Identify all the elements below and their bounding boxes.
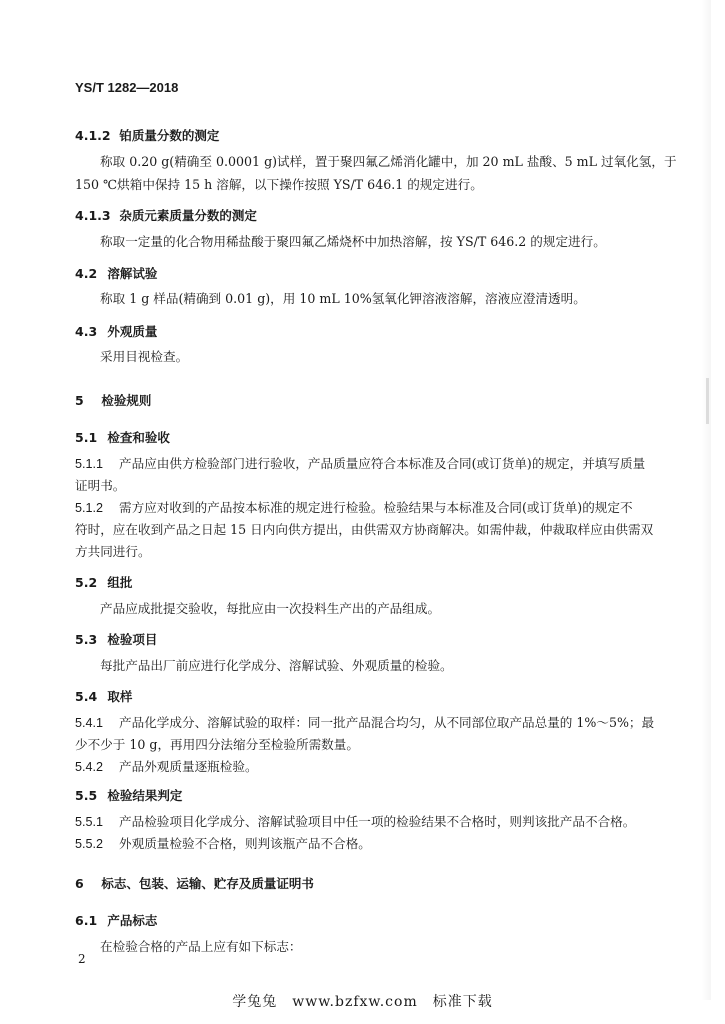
clause-5-1-2	[75, 497, 633, 519]
clause-number: 5.1.1	[75, 457, 104, 471]
heading-title: 铂质量分数的测定	[119, 128, 220, 143]
paragraph-line: 150 ℃烘箱中保持 15 h 溶解，以下操作按照 YS/T 646.1 的规定进行。	[75, 177, 483, 192]
clause-text: 产品化学成分、溶解试验的取样：同一批产品混合均匀，从不同部位取产品总量的 1%～5%；最	[119, 715, 655, 730]
heading-5-3	[75, 630, 157, 648]
clause-number: 5.4.2	[75, 760, 104, 774]
clause-number: 5.4.1	[75, 716, 104, 730]
heading-number: 5.5	[75, 788, 98, 803]
heading-title: 取样	[107, 689, 133, 704]
clause-number: 5.5.2	[75, 837, 104, 851]
heading-number: 6	[75, 876, 84, 891]
heading-6-1	[75, 911, 157, 929]
paragraph-line: 称取 1 g 样品(精确到 0.01 g)，用 10 mL 10%氢氧化钾溶液溶解，溶液应澄清透明。	[100, 291, 586, 306]
heading-5-5	[75, 786, 182, 804]
heading-title: 外观质量	[107, 324, 158, 339]
clause-number: 5.5.1	[75, 815, 104, 829]
paragraph-line: 产品应成批提交验收，每批应由一次投料生产出的产品组成。	[100, 601, 441, 616]
heading-title: 标志、包装、运输、贮存及质量证明书	[101, 876, 314, 891]
page-edge-shadow	[701, 0, 711, 1000]
heading-5	[75, 391, 151, 409]
heading-title: 溶解试验	[107, 266, 158, 281]
heading-title: 检验规则	[101, 393, 152, 408]
heading-title: 杂质元素质量分数的测定	[119, 208, 257, 223]
paragraph-line: 证明书。	[75, 478, 126, 493]
clause-5-1-1	[75, 453, 645, 475]
heading-number: 4.1.2	[75, 128, 111, 143]
heading-title: 组批	[107, 575, 133, 590]
heading-number: 5	[75, 393, 84, 408]
heading-5-4	[75, 687, 132, 705]
heading-number: 5.3	[75, 632, 98, 647]
paragraph-line: 每批产品出厂前应进行化学成分、溶解试验、外观质量的检验。	[100, 658, 453, 673]
page-number: 2	[78, 952, 86, 966]
heading-6	[75, 874, 314, 892]
heading-number: 5.1	[75, 430, 98, 445]
paragraph-line: 称取一定量的化合物用稀盐酸于聚四氟乙烯烧杯中加热溶解，按 YS/T 646.2 的规定进行。	[100, 234, 606, 249]
clause-text: 外观质量检验不合格，则判该瓶产品不合格。	[119, 836, 371, 851]
heading-number: 4.3	[75, 324, 98, 339]
paragraph-line: 在检验合格的产品上应有如下标志：	[100, 939, 302, 954]
paragraph-line: 少不少于 10 g，再用四分法缩分至检验所需数量。	[75, 737, 359, 752]
clause-5-4-1	[75, 712, 654, 734]
heading-4-2	[75, 264, 157, 282]
heading-4-3	[75, 322, 157, 340]
paragraph-line: 符时，应在收到产品之日起 15 日内向供方提出，由供需双方协商解决。如需仲裁，仲裁取样应由供需双	[75, 522, 654, 537]
heading-4-1-2	[75, 126, 219, 144]
heading-5-1	[75, 428, 170, 446]
heading-number: 5.4	[75, 689, 98, 704]
page-edge-mark	[706, 378, 709, 424]
heading-title: 检验项目	[107, 632, 158, 647]
clause-number: 5.1.2	[75, 501, 104, 515]
heading-title: 检验结果判定	[107, 788, 183, 803]
paragraph-line: 方共同进行。	[75, 544, 151, 559]
heading-4-1-3	[75, 206, 257, 224]
clause-5-4-2	[75, 756, 258, 778]
clause-5-5-1	[75, 811, 635, 833]
heading-title: 产品标志	[107, 913, 158, 928]
document-code: YS/T 1282—2018	[75, 80, 179, 95]
paragraph-line: 称取 0.20 g(精确至 0.0001 g)试样，置于聚四氟乙烯消化罐中，加 20 mL 盐酸、5 mL 过氧化氢，于	[100, 154, 677, 169]
heading-number: 6.1	[75, 913, 98, 928]
clause-text: 产品外观质量逐瓶检验。	[119, 759, 258, 774]
clause-5-5-2	[75, 833, 371, 855]
paragraph-line: 采用目视检查。	[100, 349, 189, 364]
footer-watermark: 学兔兔 www.bzfxw.com 标准下载	[232, 994, 493, 1010]
heading-number: 4.2	[75, 266, 98, 281]
clause-text: 产品应由供方检验部门进行验收，产品质量应符合本标准及合同(或订货单)的规定，并填写质量	[119, 456, 646, 471]
heading-5-2	[75, 573, 132, 591]
heading-title: 检查和验收	[107, 430, 170, 445]
clause-text: 产品检验项目化学成分、溶解试验项目中任一项的检验结果不合格时，则判该批产品不合格。	[119, 814, 636, 829]
heading-number: 4.1.3	[75, 208, 111, 223]
clause-text: 需方应对收到的产品按本标准的规定进行检验。检验结果与本标准及合同(或订货单)的规定不	[119, 500, 633, 515]
heading-number: 5.2	[75, 575, 98, 590]
